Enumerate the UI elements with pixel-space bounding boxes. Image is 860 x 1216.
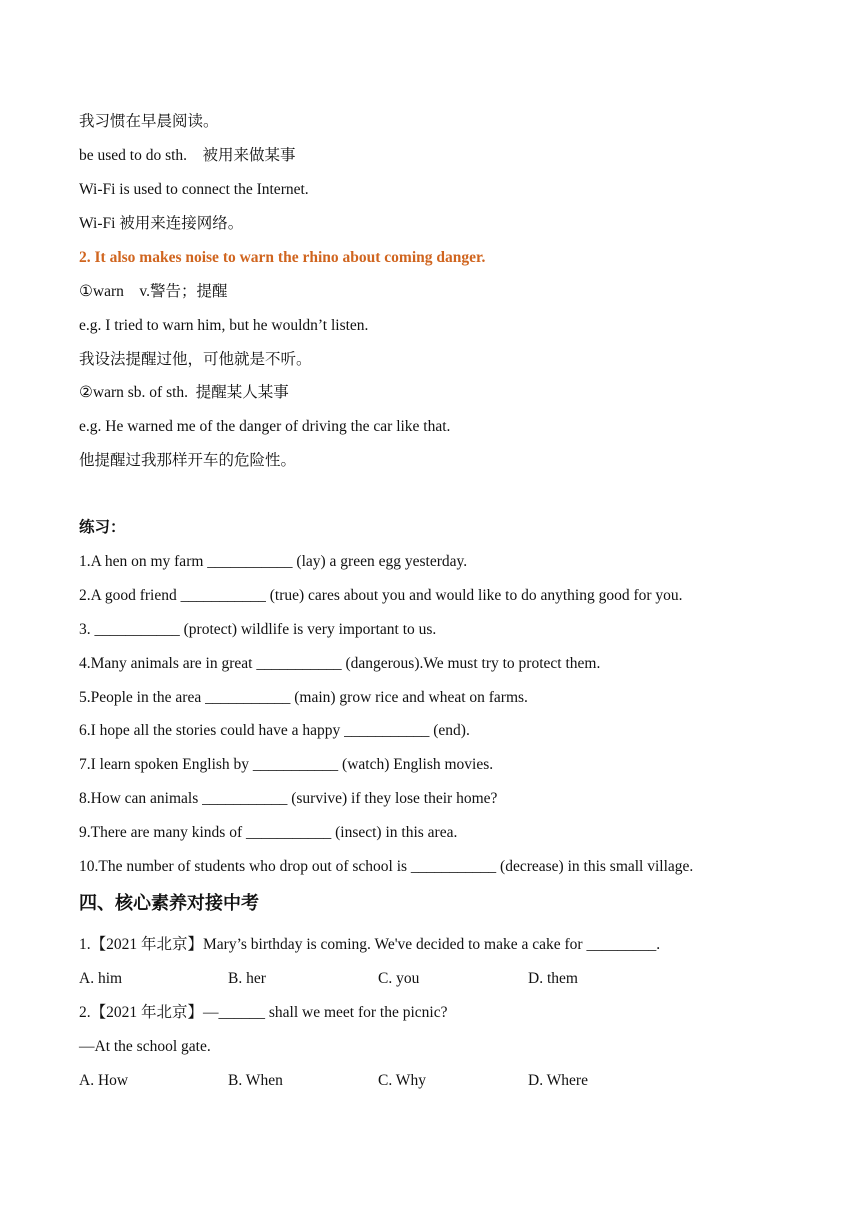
answer-line: —At the school gate. [79, 1038, 211, 1055]
option-b: B. her [228, 970, 266, 987]
option-d: D. them [528, 970, 578, 987]
option-b: B. When [228, 1072, 283, 1089]
question-stem: 1.【2021 年北京】Mary’s birthday is coming. We've decided to make a cake for _________. [79, 936, 661, 953]
question-stem: 2.【2021 年北京】—______ shall we meet for the picnic? [79, 1004, 448, 1021]
practice-item: 4.Many animals are in great ___________ (dangerous).We must try to protect them. [79, 655, 601, 672]
practice-item: 3. ___________ (protect) wildlife is very important to us. [79, 621, 437, 638]
practice-title: 练习： [79, 519, 126, 536]
text-line: ①warn v.警告；提醒 [79, 283, 228, 300]
text-line: 他提醒过我那样开车的危险性。 [79, 452, 297, 469]
option-d: D. Where [528, 1072, 588, 1089]
text-line: 我设法提醒过他，可他就是不听。 [79, 351, 312, 368]
option-c: C. you [378, 970, 420, 987]
text-line: Wi-Fi is used to connect the Internet. [79, 181, 309, 198]
practice-item: 7.I learn spoken English by ___________ (watch) English movies. [79, 756, 494, 773]
option-a: A. How [79, 1072, 129, 1089]
text-line: e.g. I tried to warn him, but he wouldn’t listen. [79, 317, 369, 334]
practice-item: 5.People in the area ___________ (main) grow rice and wheat on farms. [79, 689, 528, 706]
text-line: 我习惯在早晨阅读。 [79, 113, 219, 130]
highlighted-sentence: 2. It also makes noise to warn the rhino about coming danger. [79, 249, 486, 266]
text-line: e.g. He warned me of the danger of driving the car like that. [79, 418, 451, 435]
option-a: A. him [79, 970, 123, 987]
practice-item: 9.There are many kinds of ___________ (insect) in this area. [79, 824, 458, 841]
text-line: Wi-Fi 被用来连接网络。 [79, 215, 244, 232]
text-line: ②warn sb. of sth. 提醒某人某事 [79, 384, 289, 401]
option-c: C. Why [378, 1072, 426, 1089]
text-line: be used to do sth. 被用来做某事 [79, 147, 296, 164]
section-heading: 四、核心素养对接中考 [79, 893, 259, 914]
practice-item: 6.I hope all the stories could have a happy ___________ (end). [79, 722, 470, 739]
practice-item: 10.The number of students who drop out of school is ___________ (decrease) in this small village. [79, 858, 694, 875]
practice-item: 2.A good friend ___________ (true) cares about you and would like to do anything good for you. [79, 587, 683, 604]
practice-item: 8.How can animals ___________ (survive) if they lose their home? [79, 790, 498, 807]
practice-item: 1.A hen on my farm ___________ (lay) a green egg yesterday. [79, 553, 468, 570]
